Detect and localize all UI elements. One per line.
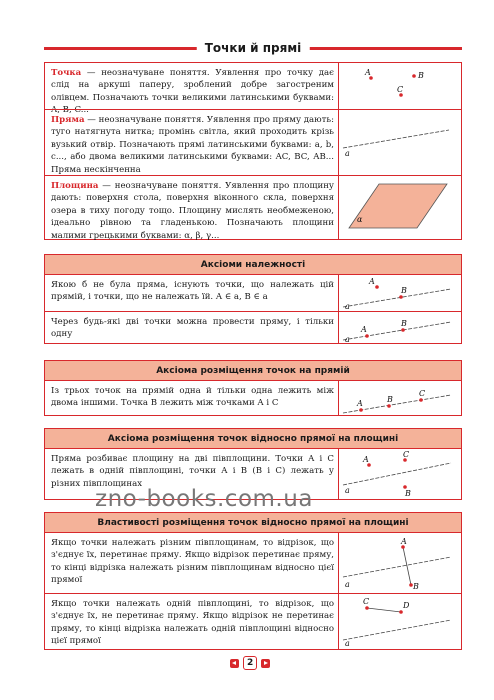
figure-properties-2 (338, 594, 461, 649)
point-D (399, 610, 403, 614)
next-page-icon[interactable] (261, 659, 270, 668)
point-C (365, 606, 369, 610)
point-B (401, 328, 405, 332)
belonging-row-2 (45, 311, 461, 343)
figure-line (338, 110, 461, 175)
definition-point (45, 63, 461, 116)
label-C: C (397, 85, 404, 94)
properties-text-2: Якщо точки належать одній півплощині, то відрізок, що з'єднує їх, не перетинає пряму. Якщо відрізок не перетинає пряму, то кінці відрізка належать одній півплощині відносно цієї прямої (51, 599, 334, 647)
plane-parallelogram (349, 184, 447, 228)
svg-text:A: A (361, 325, 367, 334)
definition-plane (45, 175, 461, 239)
properties-row-1 (45, 533, 461, 593)
label-alpha: α (357, 215, 363, 224)
point-A (375, 285, 379, 289)
figure-belonging-2 (338, 312, 461, 343)
label-a: a (345, 149, 350, 158)
term-line: Пряма (51, 115, 85, 125)
figure-points (338, 63, 461, 109)
figure-belonging-1 (338, 275, 461, 311)
svg-text:C: C (419, 389, 426, 398)
on-line-header: Аксіома розміщення точок на прямій (45, 361, 461, 381)
point-A (365, 334, 369, 338)
svg-text:D: D (403, 601, 410, 610)
svg-text:A: A (369, 277, 375, 286)
svg-text:a: a (345, 335, 350, 344)
term-point: Точка (51, 68, 82, 78)
svg-text:B: B (413, 582, 419, 591)
relative-text-1: Пряма розбиває площину на дві півплощини. Точки A і C лежать в одній півплощині, точки A і B (B і C) лежать у різних півплощинах (51, 454, 334, 489)
figure-plane (338, 176, 461, 239)
belonging-text-1: Якою б не була пряма, існують точки, що належать цій прямій, і точки, що не належать їй. A ∈ a, B ∈ a (51, 280, 334, 303)
definition-line (45, 109, 461, 175)
label-B: B (418, 71, 424, 80)
figure-on-line (338, 381, 461, 415)
point-C (419, 398, 423, 402)
definition-plane-text: — неозначуване поняття. Уявлення про площину дають: поверхня стола, поверхня віконного скла, поверхня озера в тиху погоду тощо. Площину мислять необмеженою, ідеально рівною та гладенькою. Позначають площини малими грецькими буквами: α, β, γ... (51, 181, 334, 241)
point-B (387, 404, 391, 408)
figure-properties-1 (338, 533, 461, 593)
term-plane: Площина (51, 181, 99, 191)
on-line-axiom-box (44, 360, 462, 416)
svg-text:A: A (401, 537, 407, 546)
pager (230, 656, 270, 670)
belonging-text-2: Через будь-які дві точки можна провести пряму, і тільки одну (51, 317, 334, 340)
properties-box (44, 512, 462, 650)
point-B (399, 295, 403, 299)
page-title: Точки й прямі (197, 38, 310, 58)
point-B (412, 74, 416, 78)
definition-line-text: — неозначуване поняття. Уявлення про пряму дають: туго натягнута нитка; промінь світла, який проходить крізь вузький отвір. Позначають прямі латинськими буквами: a, b, c..., або двома великими латинськими буквами: AC, BC, AB... Пряма нескінченна (51, 115, 334, 175)
belonging-header: Аксіоми належності (45, 255, 461, 275)
properties-row-2 (45, 593, 461, 649)
line-a (343, 130, 449, 148)
svg-text:B: B (401, 286, 407, 295)
svg-text:B: B (405, 489, 411, 498)
svg-text:C: C (363, 597, 370, 606)
svg-text:a: a (345, 302, 350, 311)
properties-header: Властивості розміщення точок відносно прямої на площині (45, 513, 461, 533)
point-A (359, 408, 363, 412)
svg-text:A: A (363, 455, 369, 464)
definitions-box (44, 62, 462, 240)
svg-text:a: a (345, 580, 350, 589)
svg-text:A: A (357, 399, 363, 408)
belonging-row-1 (45, 275, 461, 311)
belonging-axioms-box (44, 254, 462, 344)
definition-point-text: — неозначуване поняття. Уявлення про точку дає слід на аркуші паперу, зроблений добре загостреним олівцем. Позначають точки великими латинськими буквами: A, B, C... (51, 68, 334, 116)
properties-text-1: Якщо точки належать різним півплощинам, то відрізок, що з'єднує їх, перетинає пряму. Якщо відрізок перетинає пряму, то кінці відрізка належать різним півплощинам відносно цієї прямої (51, 538, 334, 586)
watermark: zno-books.com.ua (95, 486, 313, 512)
page-number: 2 (243, 656, 257, 670)
svg-text:a: a (345, 486, 350, 495)
figure-relative (338, 449, 461, 499)
svg-text:C: C (403, 450, 410, 459)
page-title-bar (44, 38, 462, 58)
label-A: A (365, 68, 371, 77)
svg-text:a: a (345, 639, 350, 648)
on-line-text-1: Із трьох точок на прямій одна й тільки одна лежить між двома іншими. Точка B лежить між точками A і C (51, 386, 334, 409)
prev-page-icon[interactable] (230, 659, 239, 668)
svg-text:B: B (387, 395, 393, 404)
svg-text:B: B (401, 319, 407, 328)
relative-header: Аксіома розміщення точок відносно прямої на площині (45, 429, 461, 449)
on-line-row-1 (45, 381, 461, 415)
